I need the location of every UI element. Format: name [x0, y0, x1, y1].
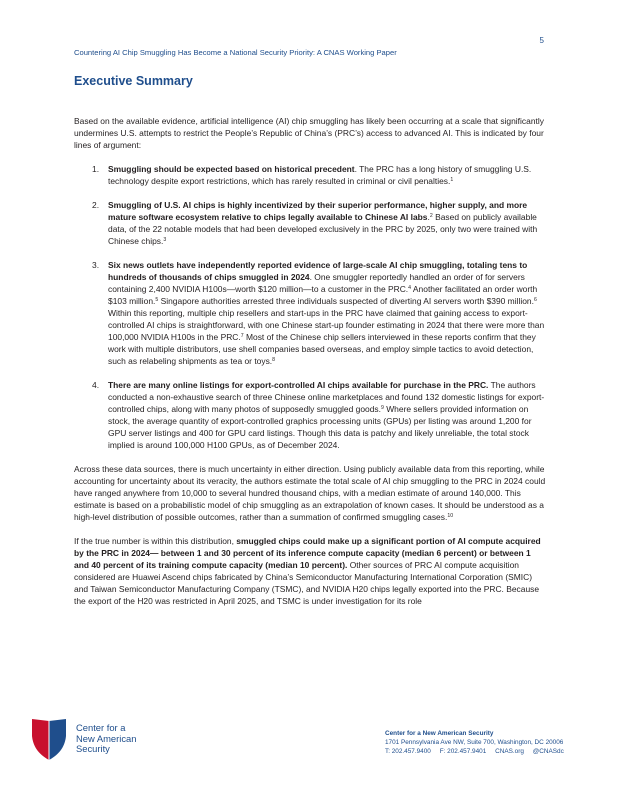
argument-text: Singapore authorities arrested three individuals suspected of diverting AI servers worth $390 million. — [158, 296, 534, 306]
footnote-ref[interactable]: 4 — [408, 285, 412, 291]
logo-line: New American — [76, 732, 137, 744]
argument-text: Most of the Chinese chip sellers interviewed in these reports confirm that they work with multiple distributors, use shell companies based overseas, and employ simple tactics to avoid detection, such as relabeling shipments as tea or toys. — [108, 332, 536, 366]
final-paragraph — [74, 535, 546, 607]
argument-text: . One smuggler reportedly handled an order of for servers containing 2,400 NVIDIA H100s—worth $120 million—to a customer in the PRC. — [108, 272, 525, 294]
footnote-ref[interactable]: 9 — [380, 405, 384, 411]
footnote-ref[interactable]: 6 — [533, 297, 537, 303]
argument-item — [74, 163, 546, 187]
list-number: 3. — [92, 260, 100, 270]
body-text — [74, 115, 546, 619]
footnote-ref[interactable]: 10 — [447, 513, 454, 519]
page-number: 5 — [539, 36, 544, 45]
footer-address — [385, 729, 564, 756]
argument-text: . — [427, 212, 430, 222]
shield-logo-icon — [30, 716, 68, 762]
argument-list — [74, 163, 546, 451]
argument-text: The authors conducted a non-exhaustive search of three Chinese online marketplaces and found 132 domestic listings for export-controlled chips, along with many photos of supposedly smuggled goods. — [108, 380, 545, 414]
estimate-paragraph — [74, 463, 546, 523]
footer-street: 1701 Pennsylvania Ave NW, Suite 700, Washington, DC 20006 — [385, 739, 564, 746]
paragraph-text: If the true number is within this distribution, — [74, 536, 237, 546]
argument-text: Within this reporting, multiple chip resellers and start-ups in the PRC have claimed that gaining access to export-controlled AI chips is straightforward, with one Chinese start-up founder estimating in 2024 that there were more than 100,000 NVIDIA H100s in the PRC. — [108, 308, 545, 342]
argument-heading: Smuggling of U.S. AI chips is highly incentivized by their superior performance, higher supply, and more mature software ecosystem relative to chips legally available to Chinese AI labs — [108, 200, 528, 222]
footnote-ref[interactable]: 5 — [155, 297, 159, 303]
footer-org: Center for a New American Security — [385, 730, 494, 737]
footnote-ref[interactable]: 1 — [450, 177, 454, 183]
paragraph-emphasis: smuggled chips could make up a significant portion of AI compute acquired by the PRC in 2024— between 1 and 30 percent of its inference compute capacity (median 6 percent) or between 1 and 40 percent of its training compute capacity (median 10 percent). — [74, 536, 541, 570]
footnote-ref[interactable]: 8 — [272, 357, 276, 363]
intro-paragraph: Based on the available evidence, artificial intelligence (AI) chip smuggling has likely been occurring at a scale that significantly undermines U.S. attempts to restrict the People’s Republic of China’s (PRC’s) access to advanced AI. This is indicated by four lines of argument: — [74, 116, 544, 150]
running-header: Countering AI Chip Smuggling Has Become a National Security Priority: A CNAS Working Paper — [74, 48, 397, 57]
paragraph-text: Other sources of PRC AI compute acquisition considered are Huawei Ascend chips fabricated by China’s Semiconductor Manufacturing International Corporation (SMIC) and Taiwan Semiconductor Manufacturing Company (TSMC), and NVIDIA H20 chips legally exported into the PRC. Because the export of the H20 was restricted in April 2025, and TSMC is under investigation for its role — [74, 560, 540, 606]
logo-wordmark — [76, 723, 136, 755]
list-number: 4. — [92, 380, 100, 390]
logo-line: Center for a — [76, 722, 126, 734]
argument-item — [74, 199, 546, 247]
argument-text: Based on publicly available data, of the 22 notable models that had been developed exclusively in the PRC by 2025, only two were trained with Chinese chips. — [108, 212, 538, 246]
argument-text: Another facilitated an order worth $103 million. — [108, 284, 538, 306]
footnote-ref[interactable]: 7 — [240, 333, 244, 339]
argument-text: Where sellers provided information on stock, the average quantity of export-controlled graphics processing units (GPUs) per listing was around 1,200 for GPU server listings and 400 for GPU card listings. Though this data is patchy and likely unreliable, the total stock implied is around 100,000 H100 GPUs, as of December 2024. — [108, 404, 532, 450]
footnote-ref[interactable]: 3 — [163, 237, 167, 243]
cnas-logo — [30, 716, 136, 762]
section-title: Executive Summary — [74, 74, 193, 88]
list-number: 2. — [92, 200, 100, 210]
list-number: 1. — [92, 164, 100, 174]
footnote-ref[interactable]: 2 — [429, 213, 433, 219]
paragraph-text: Across these data sources, there is much uncertainty in either direction. Using publicly available data from this reporting, while accounting for uncertainty about its veracity, the authors estimate the total scale of AI chip smuggling to the PRC in 2024 could have ranged anywhere from 10,000 to several hundred thousand chips, with a median estimate of around 140,000. This estimate is based on a probabilistic model of chip smuggling as an extrapolation of known cases. It should be understood as a high-level distribution of possible outcomes, rather than a summation of confirmed smuggling cases. — [74, 464, 546, 522]
argument-heading: Smuggling should be expected based on historical precedent — [108, 164, 355, 174]
argument-heading: There are many online listings for export-controlled AI chips available for purchase in the PRC. — [108, 380, 489, 390]
argument-item — [74, 259, 546, 367]
argument-text: . The PRC has a long history of smuggling U.S. technology despite export restrictions, which has rarely resulted in criminal or civil penalties. — [108, 164, 532, 186]
argument-heading: Six news outlets have independently reported evidence of large-scale AI chip smuggling, totaling tens to hundreds of thousands of chips smuggled in 2024 — [108, 260, 528, 282]
logo-line: Security — [76, 743, 110, 755]
argument-item — [74, 379, 546, 451]
footer-contact: T: 202.457.9400 F: 202.457.9401 CNAS.org @CNASdc — [385, 748, 564, 755]
